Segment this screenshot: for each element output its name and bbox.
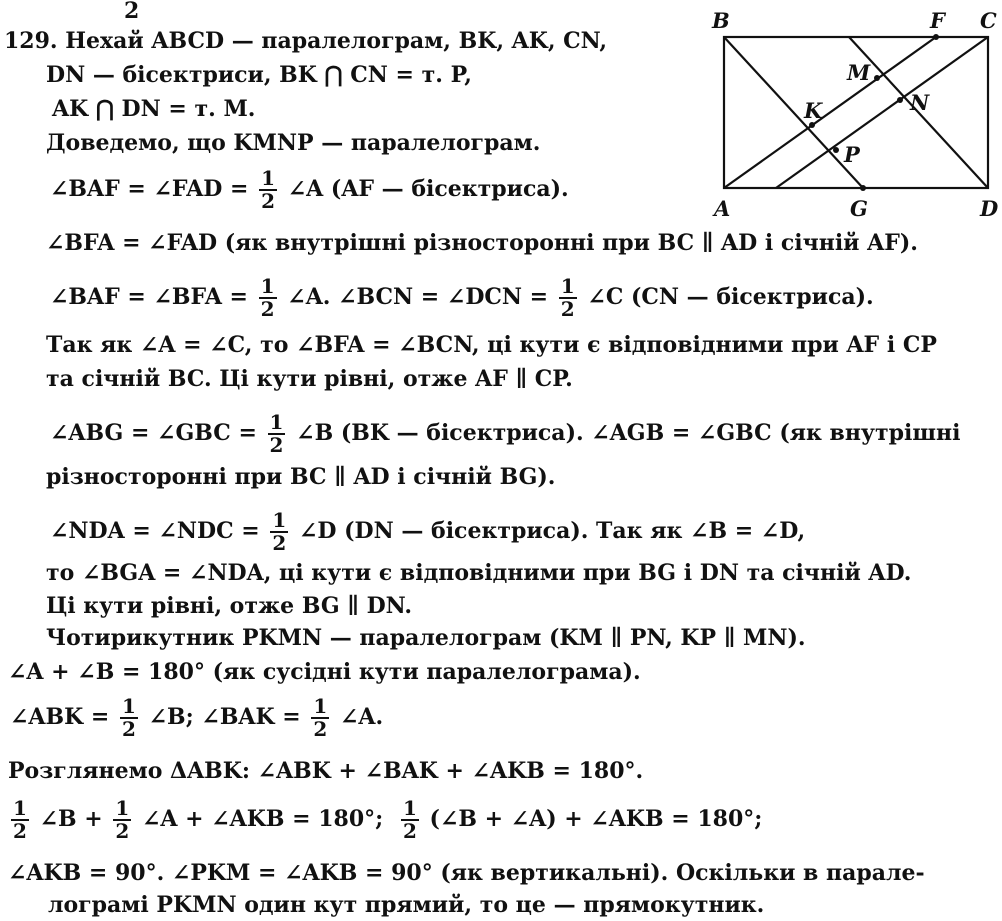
fraction-denominator: 2 xyxy=(402,819,417,843)
line-17-part-c: ∠A. xyxy=(339,704,384,730)
top-fragment: 2 xyxy=(124,0,140,24)
fraction-numerator: 1 xyxy=(121,694,136,718)
fraction-numerator: 1 xyxy=(261,166,276,190)
fraction-denominator: 2 xyxy=(13,819,27,843)
line-15: Чотирикутник PKMN — паралелограм (KM ∥ PN, KP ∥ MN). xyxy=(46,625,806,651)
fraction xyxy=(11,798,29,842)
line-8: Так як ∠A = ∠C, то ∠BFA = ∠BCN, ці кути є відповідними при AF і CP xyxy=(46,332,937,358)
line-17 xyxy=(10,696,383,740)
line-21: лограмі PKMN один кут прямий, то це — прямокутник. xyxy=(48,892,765,918)
line-10-part-a: ∠ABG = ∠GBC = xyxy=(50,420,257,446)
line-1-text: Нехай ABCD — паралелограм, BK, AK, CN, xyxy=(65,28,608,54)
line-20: ∠AKB = 90°. ∠PKM = ∠AKB = 90° (як вертикальні). Оскільки в парале- xyxy=(8,860,925,886)
label-c: C xyxy=(980,8,997,33)
line-17-part-b: ∠B; ∠BAK = xyxy=(148,704,301,730)
fraction-denominator: 2 xyxy=(115,819,130,843)
line-19-part-c: ∠A + ∠AKB = 180°; xyxy=(141,806,384,832)
label-m: M xyxy=(847,60,871,85)
line-12-part-a: ∠NDA = ∠NDC = xyxy=(50,518,260,544)
fraction-denominator: 2 xyxy=(560,297,575,321)
line-9: та січній BC. Ці кути рівні, отже AF ∥ CP. xyxy=(46,366,573,392)
line-17-part-a: ∠ABK = xyxy=(10,704,110,730)
fraction xyxy=(559,276,577,320)
line-10-part-b: ∠B (BK — бісектриса). ∠AGB = ∠GBC (як внутрішні xyxy=(296,420,961,446)
fraction-numerator: 1 xyxy=(402,796,417,820)
label-b: B xyxy=(712,8,730,33)
label-a: A xyxy=(714,196,731,221)
label-p: P xyxy=(844,142,860,167)
fraction-denominator: 2 xyxy=(121,717,136,741)
problem-number: 129. xyxy=(4,28,58,54)
line-3: AK ⋂ DN = т. M. xyxy=(52,96,256,122)
label-g: G xyxy=(850,196,868,221)
fraction-numerator: 1 xyxy=(115,796,130,820)
fraction xyxy=(120,696,138,740)
line-12 xyxy=(50,510,805,554)
fraction-denominator: 2 xyxy=(269,433,284,457)
line-10 xyxy=(50,412,960,456)
fraction-numerator: 1 xyxy=(272,508,287,532)
line-7-part-c: ∠C (CN — бісектриса). xyxy=(587,284,874,310)
fraction-denominator: 2 xyxy=(260,297,275,321)
line-bk xyxy=(724,37,863,188)
line-2: DN — бісектриси, BK ⋂ CN = т. P, xyxy=(46,62,472,88)
fraction-denominator: 2 xyxy=(272,531,287,555)
fraction-numerator: 1 xyxy=(560,274,575,298)
point-n xyxy=(897,97,903,103)
fraction-numerator: 1 xyxy=(260,274,275,298)
label-f: F xyxy=(930,8,945,33)
line-7 xyxy=(50,276,874,320)
line-18: Розглянемо ΔABK: ∠ABK + ∠BAK + ∠AKB = 180°. xyxy=(8,758,644,784)
point-g xyxy=(860,185,866,191)
line-7-part-b: ∠A. ∠BCN = ∠DCN = xyxy=(287,284,549,310)
point-m xyxy=(874,75,880,81)
fraction xyxy=(113,798,131,842)
fraction-numerator: 1 xyxy=(313,694,328,718)
line-14: Ці кути рівні, отже BG ∥ DN. xyxy=(46,593,413,619)
fraction xyxy=(259,276,277,320)
line-11: різносторонні при BC ∥ AD і січній BG). xyxy=(46,464,556,490)
label-k: K xyxy=(804,98,823,123)
line-1 xyxy=(4,30,607,52)
label-d: D xyxy=(980,196,999,221)
line-5-part-b: ∠A (AF — бісектриса). xyxy=(287,176,569,202)
point-f xyxy=(933,34,939,40)
line-5-part-a: ∠BAF = ∠FAD = xyxy=(50,176,249,202)
line-5 xyxy=(50,168,569,212)
line-7-part-a: ∠BAF = ∠BFA = xyxy=(50,284,248,310)
fraction-denominator: 2 xyxy=(261,189,276,213)
fraction-denominator: 2 xyxy=(313,717,328,741)
line-16: ∠A + ∠B = 180° (як сусідні кути паралелограма). xyxy=(8,659,641,685)
line-af xyxy=(724,37,936,188)
label-n: N xyxy=(910,90,930,115)
fraction-numerator: 1 xyxy=(13,796,27,820)
line-19-part-b: ∠B + xyxy=(39,806,103,832)
fraction xyxy=(311,696,329,740)
point-p xyxy=(833,147,839,153)
fraction xyxy=(259,168,277,212)
fraction-numerator: 1 xyxy=(269,410,284,434)
line-19-part-e: (∠B + ∠A) + ∠AKB = 180°; xyxy=(429,806,763,832)
fraction xyxy=(401,798,419,842)
fraction xyxy=(268,412,286,456)
parallelogram-figure xyxy=(700,6,1000,228)
line-12-part-b: ∠D (DN — бісектриса). Так як ∠B = ∠D, xyxy=(298,518,806,544)
line-4: Доведемо, що KMNP — паралелограм. xyxy=(46,130,541,156)
line-13: то ∠BGA = ∠NDA, ці кути є відповідними при BG і DN та січній AD. xyxy=(46,560,912,586)
line-6: ∠BFA = ∠FAD (як внутрішні різносторонні при BC ∥ AD і січній AF). xyxy=(46,230,918,256)
fraction xyxy=(270,510,288,554)
line-19 xyxy=(8,798,762,842)
